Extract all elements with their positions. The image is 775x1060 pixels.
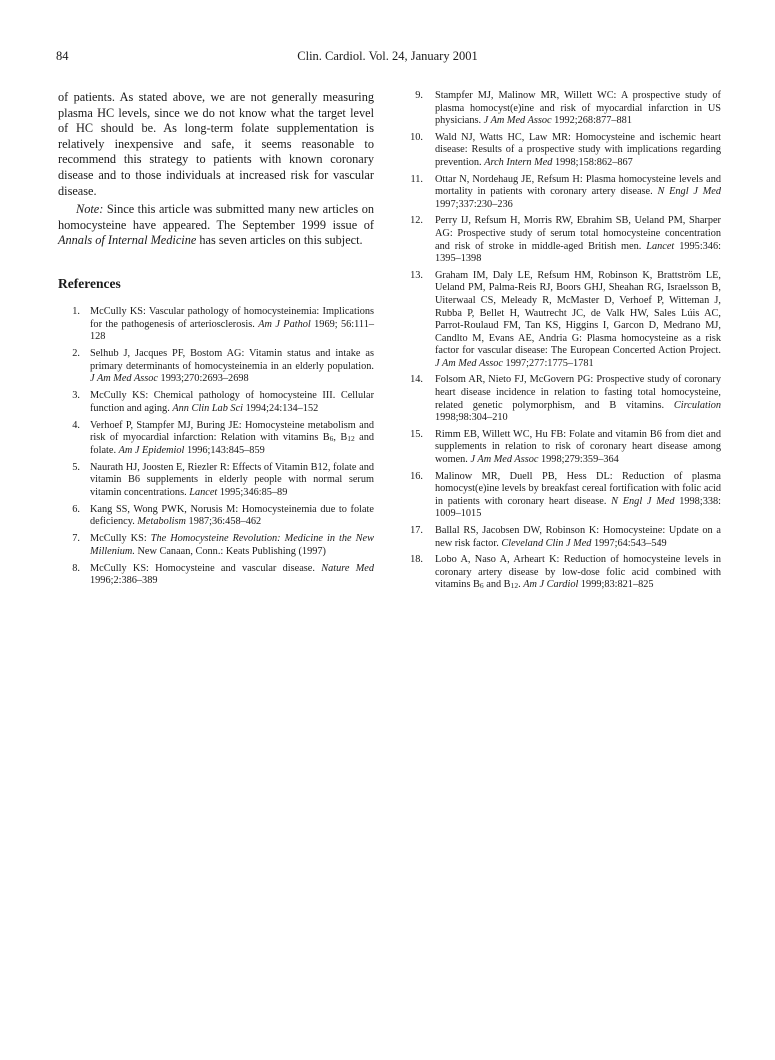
reference-subscript: 6 <box>479 581 484 591</box>
reference-text <box>435 90 721 128</box>
reference-text <box>90 306 374 344</box>
reference-number: 13. <box>410 269 423 281</box>
body-paragraph: of patients. As stated above, we are not generally measuring plasma HC levels, since we do not know what the target level of HC should be. As long-term folate supplementation is relatively inexpensive and safe, it seems reasonable to recommend this strategy to patients with known coronary disease and to those individuals at increased risk for vascular disease. <box>58 90 374 198</box>
reference-segment: 1997;64:543–549 <box>591 537 667 549</box>
page-number: 84 <box>56 49 69 63</box>
reference-segment: McCully KS: Homocysteine and vascular disease. <box>90 562 322 574</box>
reference-segment: Graham IM, Daly LE, Refsum HM, Robinson K, Brattström LE, Ueland PM, Palma-Reis RJ, Boors GHJ, Sheahan RG, Israelsson B, Uiterwaal CS, Meleady R, McMaster D, Verhoef P, Witteman J, Rubba P, Bellet H, Wautrecht JC, de Valk HW, Sales Lúis AC, Parrot-Roulaud FM, Tan KS, Higgins I, Garcon D, Medrano MJ, Candlto M, Evans AE, Andria G: Plasma homocysteine as a risk factor for vascular disease: The European Concerted Action Project. <box>435 269 721 357</box>
reference-item <box>58 504 374 529</box>
reference-number: 1. <box>72 305 80 317</box>
reference-segment: 1998;338: 1009–1015 <box>435 495 721 520</box>
reference-number: 10. <box>410 131 423 143</box>
reference-segment: Naurath HJ, Joosten E, Riezler R: Effects of Vitamin B12, folate and vitamin B6 supplements in elderly people with normal serum vitamin concentrations. <box>90 461 374 498</box>
reference-journal: Lancet <box>189 486 218 498</box>
reference-journal: Circulation <box>673 399 721 411</box>
reference-journal: J Am Med Assoc <box>470 454 539 466</box>
reference-item <box>403 429 721 467</box>
reference-segment: Folsom AR, Nieto FJ, McGovern PG: Prospective study of coronary heart disease incidence in relation to fasting total homocysteine, related genetic polymorphism, and B vitamins. <box>435 374 721 411</box>
reference-segment: Wald NJ, Watts HC, Law MR: Homocysteine and ischemic heart disease: Results of a prospective study with implications regarding prevention. <box>435 131 721 168</box>
reference-segment: Perry IJ, Refsum H, Morris RW, Ebrahim SB, Ueland PM, Sharper AG: Prospective study of serum total homocysteine concentration and risk of stroke in middle-aged British men. <box>435 215 721 252</box>
reference-list-right <box>403 90 721 592</box>
reference-subscript: 6 <box>329 434 334 444</box>
reference-journal: Lancet <box>646 240 675 252</box>
reference-item <box>58 462 374 500</box>
reference-number: 3. <box>72 390 80 402</box>
reference-segment: 1995;346:85–89 <box>217 486 288 498</box>
reference-segment: Ottar N, Nordehaug JE, Refsum H: Plasma homocysteine levels and mortality in patients with coronary artery disease. <box>435 173 721 198</box>
reference-item <box>58 390 374 415</box>
reference-text <box>435 374 721 424</box>
reference-text <box>90 420 374 458</box>
reference-text <box>90 390 374 415</box>
reference-item <box>403 554 721 592</box>
reference-text <box>435 132 721 170</box>
reference-segment: Stampfer MJ, Malinow MR, Willett WC: A prospective study of plasma homocyst(e)ine and risk of myocardial infarction in US physicians. <box>435 90 721 127</box>
note-text-end: has seven articles on this subject. <box>196 233 363 248</box>
reference-text <box>90 563 374 588</box>
reference-text <box>435 215 721 265</box>
reference-journal: Ann Clin Lab Sci <box>172 402 244 414</box>
reference-segment: Ballal RS, Jacobsen DW, Robinson K: Homocysteine: Update on a new risk factor. <box>435 525 721 549</box>
reference-journal: Arch Intern Med <box>484 156 553 168</box>
reference-text <box>435 554 721 592</box>
running-header: Clin. Cardiol. Vol. 24, January 2001 <box>297 49 478 63</box>
reference-segment: Malinow MR, Duell PB, Hess DL: Reduction of plasma homocyst(e)ine levels by breakfast cereal fortification with folic acid in patients with coronary heart disease. <box>435 470 721 507</box>
reference-segment: 1993;270:2693–2698 <box>157 373 249 385</box>
reference-item <box>403 270 721 371</box>
reference-item <box>58 533 374 558</box>
reference-number: 9. <box>415 90 423 101</box>
references-heading: References <box>58 275 121 291</box>
reference-journal: Cleveland Clin J Med <box>501 537 592 549</box>
reference-text <box>90 504 374 529</box>
reference-number: 18. <box>410 554 423 566</box>
reference-text <box>90 462 374 500</box>
reference-number: 4. <box>72 419 80 431</box>
reference-segment: McCully KS: Chemical pathology of homocysteine III. Cellular function and aging. <box>90 390 374 414</box>
reference-journal: Am J Epidemiol <box>118 444 185 456</box>
reference-segment: Selhub J, Jacques PF, Bostom AG: Vitamin status and intake as primary determinants of homocysteinemia in an elderly population. <box>90 348 374 372</box>
left-column <box>58 90 374 592</box>
reference-journal: Metabolism <box>137 516 186 528</box>
reference-segment: 1987;36:458–462 <box>185 516 262 528</box>
reference-journal: Nature Med <box>321 562 375 574</box>
reference-item <box>403 525 721 550</box>
reference-segment: , B <box>333 432 348 444</box>
reference-segment: 1992;268:877–881 <box>551 115 632 127</box>
reference-segment: 1996;143:845–859 <box>184 444 265 456</box>
reference-segment: and B <box>483 579 511 591</box>
reference-text <box>435 471 721 521</box>
reference-item <box>403 132 721 170</box>
reference-item <box>58 563 374 588</box>
reference-item <box>403 471 721 521</box>
reference-text <box>435 429 721 467</box>
reference-list-left <box>58 306 374 588</box>
reference-segment: Verhoef P, Stampfer MJ, Buring JE: Homocysteine metabolism and risk of myocardial infarction: Relation with vitamins B <box>90 419 374 444</box>
reference-number: 5. <box>72 461 80 473</box>
reference-number: 17. <box>410 525 423 536</box>
reference-item <box>403 374 721 424</box>
note-text: Since this article was submitted many new articles on homocysteine have appeared. The September 1999 issue of <box>58 202 374 232</box>
reference-journal: N Engl J Med <box>657 186 721 198</box>
reference-text <box>435 270 721 371</box>
reference-segment: McCully KS: Vascular pathology of homocysteinemia: Implications for the pathogenesis of arteriosclerosis. <box>90 305 374 330</box>
reference-subscript: 12 <box>347 434 355 444</box>
reference-item <box>58 420 374 458</box>
reference-number: 16. <box>410 470 423 482</box>
reference-journal: J Am Med Assoc <box>90 373 158 385</box>
reference-text <box>90 348 374 386</box>
reference-journal: N Engl J Med <box>611 495 675 507</box>
reference-journal: Am J Cardiol <box>523 579 579 591</box>
reference-segment: 1997;277:1775–1781 <box>502 357 594 369</box>
reference-journal: J Am Med Assoc <box>435 357 503 369</box>
reference-number: 7. <box>72 533 80 545</box>
reference-segment: 1994;24:134–152 <box>243 402 319 414</box>
reference-item <box>403 174 721 212</box>
reference-segment: Kang SS, Wong PWK, Norusis M: Homocysteinemia due to folate deficiency. <box>90 503 374 528</box>
reference-segment: 1996;2:386–389 <box>90 575 158 587</box>
reference-journal: J Am Med Assoc <box>483 115 552 127</box>
note-journal: Annals of Internal Medicine <box>58 233 197 248</box>
reference-segment: New Canaan, Conn.: Keats Publishing (1997) <box>134 545 326 557</box>
reference-number: 11. <box>410 173 423 185</box>
reference-journal: The Homocysteine Revolution: Medicine in the New Millenium. <box>90 533 374 557</box>
reference-segment: 1999;83:821–825 <box>578 579 654 591</box>
reference-text <box>435 174 721 212</box>
reference-segment: Rimm EB, Willett WC, Hu FB: Folate and vitamin B6 from diet and supplements in relation to risk of coronary heart disease among women. <box>435 428 721 466</box>
reference-segment: 1969; 56:111–128 <box>90 318 374 343</box>
note-paragraph <box>58 202 374 249</box>
reference-segment: 1995:346: 1395–1398 <box>435 240 721 265</box>
reference-text <box>90 533 374 558</box>
reference-number: 15. <box>410 428 423 440</box>
reference-item <box>403 215 721 265</box>
reference-segment: McCully KS: <box>90 533 151 545</box>
reference-item <box>403 90 721 128</box>
reference-segment: and folate. <box>90 432 374 456</box>
reference-text <box>435 525 721 550</box>
reference-item <box>58 348 374 386</box>
reference-segment: . <box>518 579 524 591</box>
reference-segment: 1998;158:862–867 <box>552 156 633 168</box>
reference-journal: Am J Pathol <box>258 318 311 330</box>
reference-segment: Lobo A, Naso A, Arheart K: Reduction of homocysteine levels in coronary artery disease by low-dose folic acid combined with vitamins B <box>435 554 721 591</box>
reference-item <box>58 306 374 344</box>
reference-number: 6. <box>72 503 80 515</box>
reference-subscript: 12 <box>510 581 519 591</box>
reference-segment: 1998;279:359–364 <box>538 454 619 466</box>
note-label: Note: <box>76 202 104 217</box>
right-column <box>403 90 721 596</box>
reference-number: 8. <box>72 562 80 574</box>
reference-number: 14. <box>410 374 423 386</box>
reference-segment: 1998;98:304–210 <box>435 412 508 424</box>
reference-segment: 1997;337:230–236 <box>435 198 513 210</box>
reference-number: 2. <box>72 348 80 360</box>
reference-number: 12. <box>410 215 423 227</box>
